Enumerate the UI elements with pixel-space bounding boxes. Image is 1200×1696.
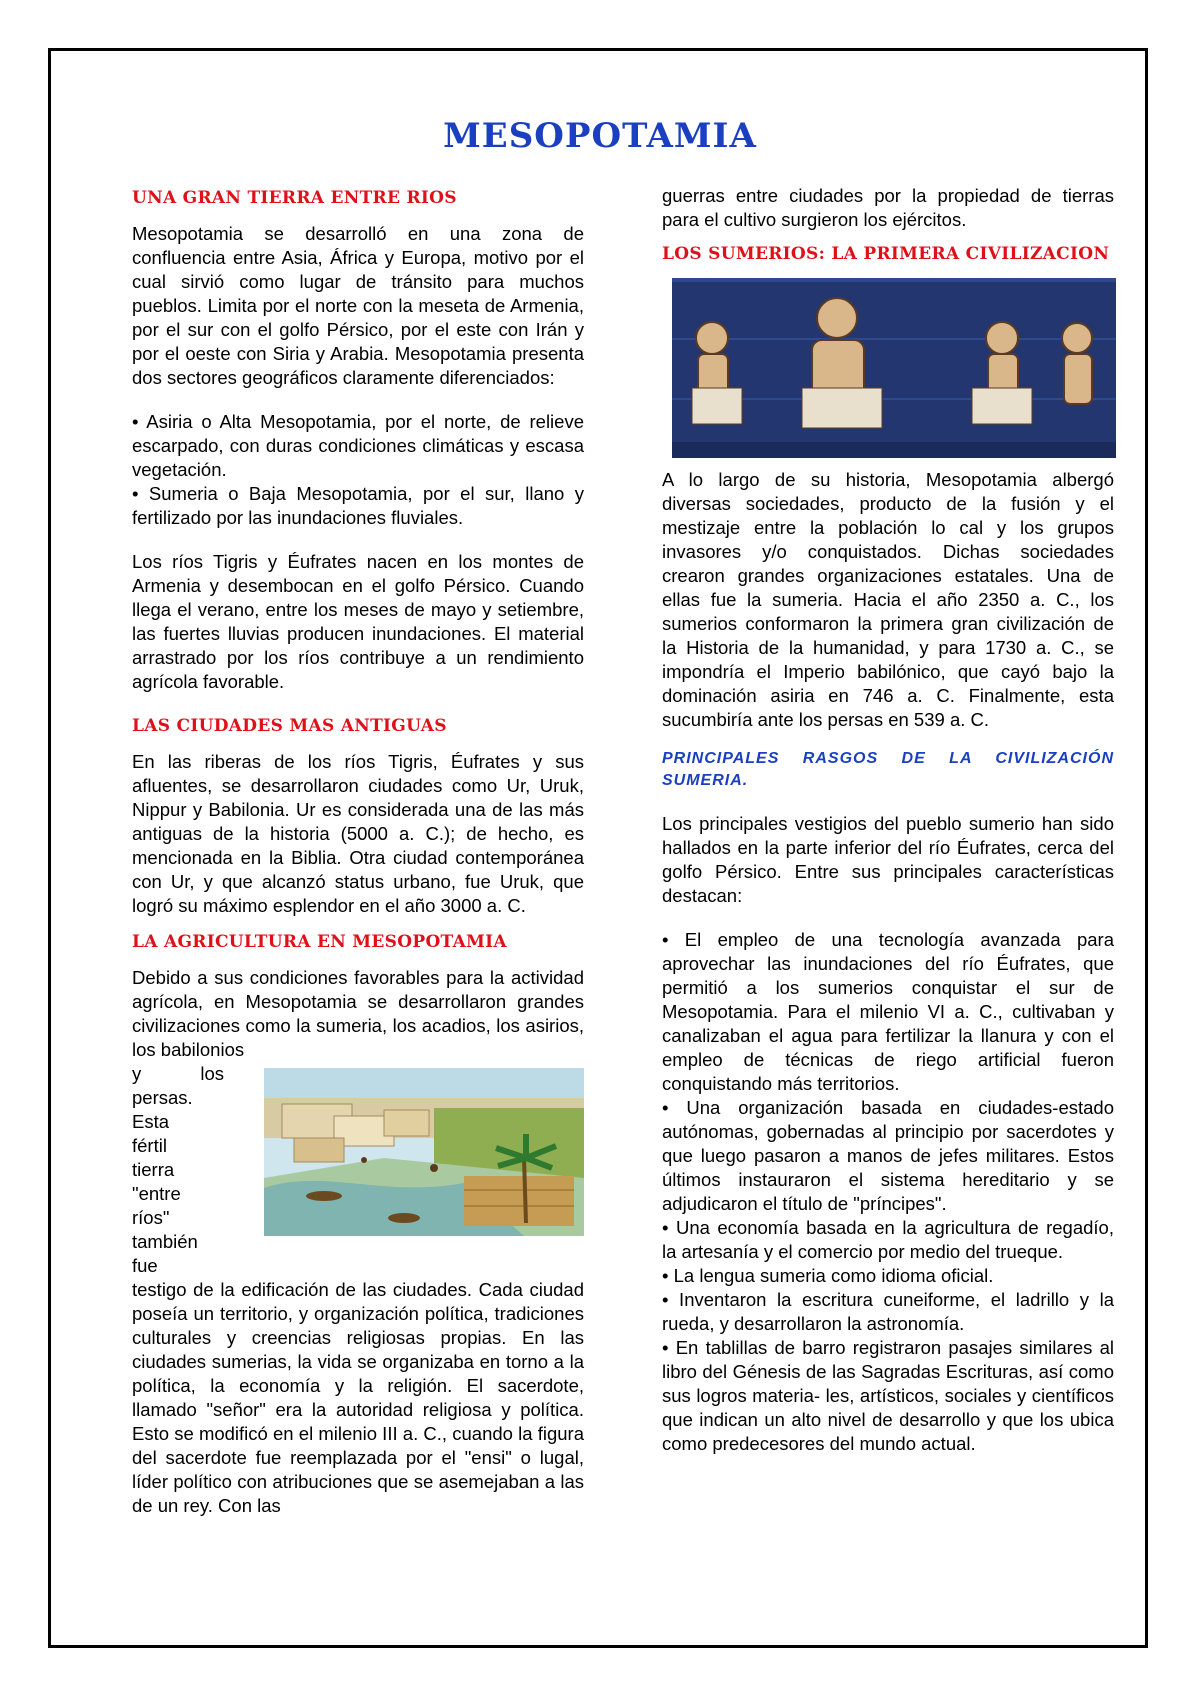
heading-rasgos: PRINCIPALES RASGOS DE LA CIVILIZACIÓN SUMERIA. — [662, 750, 1114, 789]
narrow-line: persas. — [132, 1087, 193, 1108]
bullet-sumeria: • Sumeria o Baja Mesopotamia, por el sur, llano y fertilizado por las inundaciones fluviales. — [132, 483, 584, 528]
farm-section — [132, 1062, 584, 1278]
narrow-line: fue — [132, 1255, 158, 1276]
narrow-line: tierra — [132, 1159, 175, 1180]
list-item: • Inventaron la escritura cuneiforme, el ladrillo y la rueda, y desarrollaron la astronomía. — [662, 1289, 1114, 1334]
paragraph-historia: A lo largo de su historia, Mesopotamia albergó diversas sociedades, producto de la fusión y el mestizaje entre la población lo cal y los grupos invasores y/o conquistados. Dichas sociedades crearon grandes organizaciones estatales. Una de ellas fue la sumeria. Hacia el año 2350 a. C., los sumerios conformaron la primera gran civilización de la Historia de la humanidad, y para 1730 a. C., se impondría el Imperio babilónico, que cayó bajo la dominación asiria en 746 a. C. Finalmente, esta sucumbiría ante los persas en 539 a. C. — [662, 469, 1114, 730]
left-column — [132, 186, 584, 1518]
paragraph-confluencia: Mesopotamia se desarrolló en una zona de confluencia entre Asia, África y Europa, motivo por el cual sirvió como lugar de tránsito para muchos pueblos. Limita por el norte con la meseta de Armenia, por el sur con el golfo Pérsico, por el este con Irán y por el oeste con Siria y Arabia. Mesopotamia presenta dos sectores geográficos claramente diferenciados: — [132, 223, 584, 388]
heading-ciudades-antiguas: LAS CIUDADES MAS ANTIGUAS — [132, 716, 447, 736]
heading-sumerios: LOS SUMERIOS: LA PRIMERA CIVILIZACION — [662, 244, 1110, 264]
farm-illustration — [264, 1068, 584, 1236]
narrow-line: y los — [132, 1063, 225, 1084]
list-item: • En tablillas de barro registraron pasajes similares al libro del Génesis de las Sagradas Escrituras, así como sus logros materia- les, artísticos, sociales y científicos que indican un alto nivel de desarrollo y que los ubica como predecesores del mundo actual. — [662, 1337, 1114, 1454]
list-item: • Una organización basada en ciudades-estado autónomas, gobernadas al principio por sacerdotes y que luego pasaron a manos de jefes militares. Estos últimos instauraron el sistema hereditario y se adjudicaron el título de "príncipes". — [662, 1097, 1114, 1214]
narrow-line: también — [132, 1231, 198, 1252]
sumerian-mosaic-image — [672, 278, 1116, 458]
list-item: • La lengua sumeria como idioma oficial. — [662, 1265, 994, 1286]
narrow-line: "entre — [132, 1183, 181, 1204]
bullet-asiria: • Asiria o Alta Mesopotamia, por el norte, de relieve escarpado, con duras condiciones climáticas y escasa vegetación. — [132, 411, 584, 480]
paragraph-agricultura-intro: Debido a sus condiciones favorables para la actividad agrícola, en Mesopotamia se desarrollaron grandes civilizaciones como la sumeria, los acadios, los asirios, los babilonios — [132, 967, 584, 1060]
narrow-line: fértil — [132, 1135, 167, 1156]
paragraph-agricultura-cont: testigo de la edificación de las ciudades. Cada ciudad poseía un territorio, y organización política, tradiciones culturales y creencias religiosas propias. En las ciudades sumerias, la vida se organizaba en torno a la política, la economía y la religión. El sacerdote, llamado "señor" era la autoridad religiosa y política. Esto se modificó en el milenio III a. C., cuando la figura del sacerdote fue reemplazada por el "ensi" o lugal, líder político con atribuciones que se asemejaban a las de un rey. Con las — [132, 1279, 584, 1516]
paragraph-ciudades: En las riberas de los ríos Tigris, Éufrates y sus afluentes, se desarrollaron ciudades como Ur, Uruk, Nippur y Babilonia. Ur es considerada una de las más antiguas de la historia (5000 a. C.); de hecho, es mencionada en la Biblia. Otra ciudad contemporánea con Ur, y que alcanzó status urbano, fue Uruk, que logró su máximo esplendor en el año 3000 a. C. — [132, 751, 584, 916]
list-item: • El empleo de una tecnología avanzada para aprovechar las inundaciones del río Éufrates, que permitió a los sumerios conquistar el sur de Mesopotamia. Para el milenio VI a. C., cultivaban y canalizaban el agua para fertilizar la llanura y con el empleo de técnicas de riego artificial fueron conquistando más territorios. — [662, 929, 1114, 1094]
characteristics-list — [662, 928, 1114, 1456]
page-title: MESOPOTAMIA — [443, 116, 757, 156]
heading-agricultura: LA AGRICULTURA EN MESOPOTAMIA — [132, 932, 507, 952]
narrow-line: ríos" — [132, 1207, 170, 1228]
list-item: • Una economía basada en la agricultura de regadío, la artesanía y el comercio por medio del trueque. — [662, 1217, 1114, 1262]
paragraph-vestigios: Los principales vestigios del pueblo sumerio han sido hallados en la parte inferior del río Éufrates, cerca del golfo Pérsico. Entre sus principales características destacan: — [662, 813, 1114, 906]
paragraph-guerras: guerras entre ciudades por la propiedad de tierras para el cultivo surgieron los ejércitos. — [662, 185, 1114, 230]
heading-gran-tierra: UNA GRAN TIERRA ENTRE RIOS — [132, 188, 457, 208]
right-column — [662, 184, 1114, 1456]
narrow-line: Esta — [132, 1111, 170, 1132]
paragraph-rios: Los ríos Tigris y Éufrates nacen en los montes de Armenia y desembocan en el golfo Pérsico. Cuando llega el verano, entre los meses de mayo y setiembre, las fuertes lluvias producen inundaciones. El material arrastrado por los ríos contribuye a un rendimiento agrícola favorable. — [132, 551, 584, 692]
